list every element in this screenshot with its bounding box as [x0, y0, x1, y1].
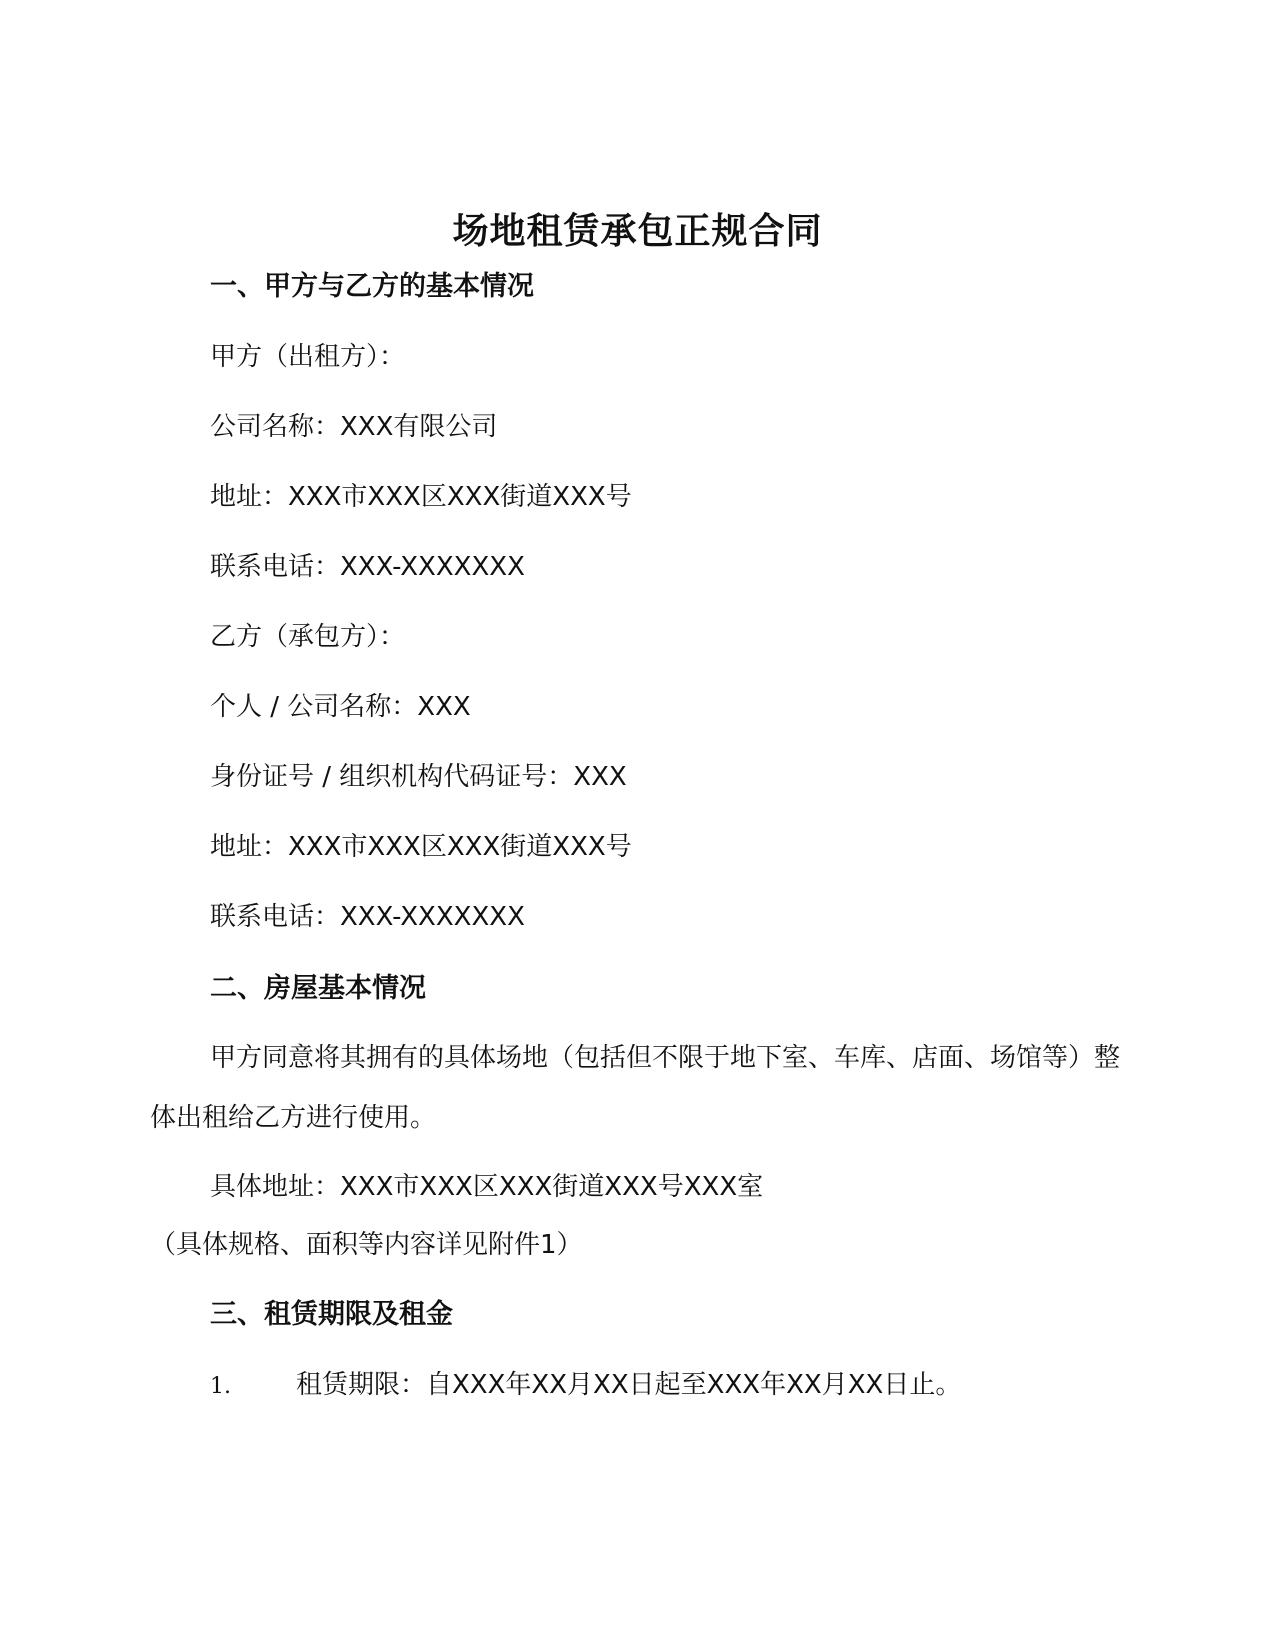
- party-b-id: 身份证号 / 组织机构代码证号：XXX: [210, 762, 627, 792]
- party-b-phone: 联系电话：XXX-XXXXXXX: [210, 902, 525, 932]
- party-a-address: 地址：XXX市XXX区XXX街道XXX号: [210, 482, 632, 512]
- section-2-paragraph: 甲方同意将其拥有的具体场地（包括但不限于地下室、车库、店面、场馆等）整体出租给乙方进行使用。: [150, 1043, 1121, 1133]
- party-a-label: 甲方（出租方）：: [210, 342, 406, 372]
- party-b-name: 个人 / 公司名称：XXX: [210, 692, 471, 722]
- party-b-label: 乙方（承包方）：: [210, 622, 406, 652]
- list-item-text: 租赁期限：自XXX年XX月XX日起至XXX年XX月XX日止。: [296, 1370, 962, 1400]
- party-a-company: 公司名称：XXX有限公司: [210, 412, 498, 442]
- section-3-heading: 三、租赁期限及租金: [210, 1299, 453, 1330]
- section-2-address: 具体地址：XXX市XXX区XXX街道XXX号XXX室: [210, 1172, 764, 1202]
- list-item-number: 1.: [210, 1374, 231, 1399]
- document-title: 场地租赁承包正规合同: [452, 211, 823, 252]
- section-2-heading: 二、房屋基本情况: [210, 973, 426, 1004]
- section-1-heading: 一、甲方与乙方的基本情况: [210, 271, 534, 302]
- section-2-note: （具体规格、面积等内容详见附件1）: [150, 1230, 583, 1260]
- party-b-address: 地址：XXX市XXX区XXX街道XXX号: [210, 832, 632, 862]
- party-a-phone: 联系电话：XXX-XXXXXXX: [210, 552, 525, 582]
